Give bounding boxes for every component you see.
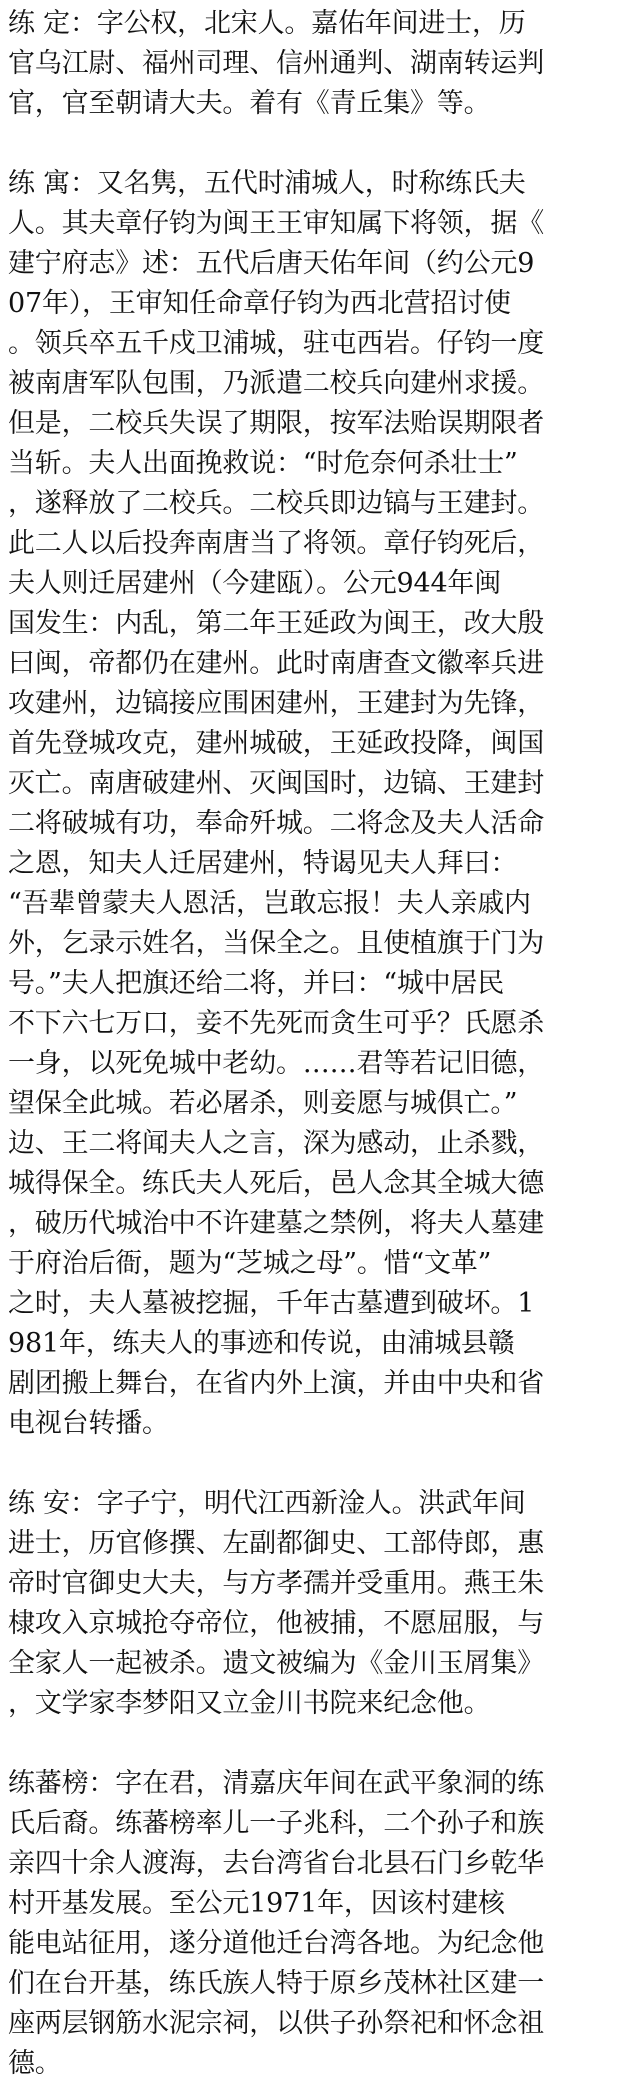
text-line: 城得保全。练氏夫人死后，邑人念其全城大德 — [8, 1168, 544, 1199]
text-line: 能电站征用，遂分道他迁台湾各地。为纪念他 — [8, 1928, 544, 1959]
text-line: 981年，练夫人的事迹和传说，由浦城县赣 — [8, 1328, 515, 1359]
text-line: 氏后裔。练蕃榜率儿一子兆科，二个孙子和族 — [8, 1808, 544, 1839]
text-line: 。领兵卒五千戍卫浦城，驻屯西岩。仔钧一度 — [8, 328, 544, 359]
text-line: 德。 — [8, 2048, 62, 2079]
text-line: 首先登城攻克，建州城破，王延政投降，闽国 — [8, 728, 544, 759]
text-line: 帝时官御史大夫，与方孝孺并受重用。燕王朱 — [8, 1568, 544, 1599]
text-line: 练蕃榜：字在君，清嘉庆年间在武平象洞的练 — [8, 1768, 544, 1799]
entry-lian-an — [8, 1484, 632, 1724]
text-line: 一身，以死免城中老幼。……君等若记旧德， — [8, 1048, 544, 1079]
text-line: 夫人则迁居建州（今建瓯）。公元944年闽 — [8, 568, 502, 599]
text-line: 外，乞录示姓名，当保全之。且使植旗于门为 — [8, 928, 544, 959]
text-line: 曰闽，帝都仍在建州。此时南唐查文徽率兵进 — [8, 648, 544, 679]
text-line: 但是，二校兵失误了期限，按军法贻误期限者 — [8, 408, 544, 439]
text-line: 国发生：内乱，第二年王延政为闽王，改大殷 — [8, 608, 544, 639]
text-line: 二将破城有功，奉命歼城。二将念及夫人活命 — [8, 808, 544, 839]
text-line: “吾辈曾蒙夫人恩活，岂敢忘报！夫人亲戚内 — [8, 888, 531, 919]
text-line: ，破历代城治中不许建墓之禁例，将夫人墓建 — [8, 1208, 544, 1239]
text-line: 边、王二将闻夫人之言，深为感动，止杀戮， — [8, 1128, 544, 1159]
text-line: 不下六七万口，妾不先死而贪生可乎？氏愿杀 — [8, 1008, 544, 1039]
text-line: 官乌江尉、福州司理、信州通判、湖南转运判 — [8, 48, 544, 79]
text-line: 座两层钢筋水泥宗祠，以供子孙祭祀和怀念祖 — [8, 2008, 544, 2039]
text-line: 灭亡。南唐破建州、灭闽国时，边镐、王建封 — [8, 768, 544, 799]
text-line: 被南唐军队包围，乃派遣二校兵向建州求援。 — [8, 368, 544, 399]
entry-lian-yu — [8, 164, 632, 1444]
text-line: 村开基发展。至公元1971年，因该村建核 — [8, 1888, 505, 1919]
text-line: 之时，夫人墓被挖掘，千年古墓遭到破坏。1 — [8, 1288, 535, 1319]
text-line: 当斩。夫人出面挽救说：“时危奈何杀壮士” — [8, 448, 518, 479]
text-line: ，文学家李梦阳又立金川书院来纪念他。 — [8, 1688, 491, 1719]
text-line: ，遂释放了二校兵。二校兵即边镐与王建封。 — [8, 488, 544, 519]
text-line: 棣攻入京城抢夺帝位，他被捕，不愿屈服，与 — [8, 1608, 544, 1639]
text-line: 此二人以后投奔南唐当了将领。章仔钧死后， — [8, 528, 544, 559]
text-line: 练 定：字公权，北宋人。嘉佑年间进士，历 — [8, 8, 526, 39]
text-line: 之恩，知夫人迁居建州，特谒见夫人拜曰： — [8, 848, 518, 879]
text-line: 练 安：字子宁，明代江西新淦人。洪武年间 — [8, 1488, 526, 1519]
text-line: 官，官至朝请大夫。着有《青丘集》等。 — [8, 88, 491, 119]
text-line: 于府治后衙，题为“芝城之母”。惜“文革” — [8, 1248, 492, 1279]
text-line: 建宁府志》述：五代后唐天佑年间（约公元9 — [8, 248, 535, 279]
text-line: 们在台开基，练氏族人特于原乡茂林社区建一 — [8, 1968, 544, 1999]
text-line: 电视台转播。 — [8, 1408, 169, 1439]
text-line: 全家人一起被杀。遗文被编为《金川玉屑集》 — [8, 1648, 544, 1679]
text-line: 号。”夫人把旗还给二将，并曰：“城中居民 — [8, 968, 505, 999]
text-line: 攻建州，边镐接应围困建州，王建封为先锋， — [8, 688, 544, 719]
text-line: 07年），王审知任命章仔钧为西北营招讨使 — [8, 288, 511, 319]
entry-lian-fanbang — [8, 1764, 632, 2084]
text-line: 进士，历官修撰、左副都御史、工部侍郎，惠 — [8, 1528, 544, 1559]
text-line: 练 寓：又名隽，五代时浦城人，时称练氏夫 — [8, 168, 526, 199]
text-line: 剧团搬上舞台，在省内外上演，并由中央和省 — [8, 1368, 544, 1399]
entry-lian-ding — [8, 4, 632, 124]
text-line: 望保全此城。若必屠杀，则妾愿与城俱亡。” — [8, 1088, 518, 1119]
text-line: 人。其夫章仔钧为闽王王审知属下将领，据《 — [8, 208, 544, 239]
text-line: 亲四十余人渡海，去台湾省台北县石门乡乾华 — [8, 1848, 544, 1879]
